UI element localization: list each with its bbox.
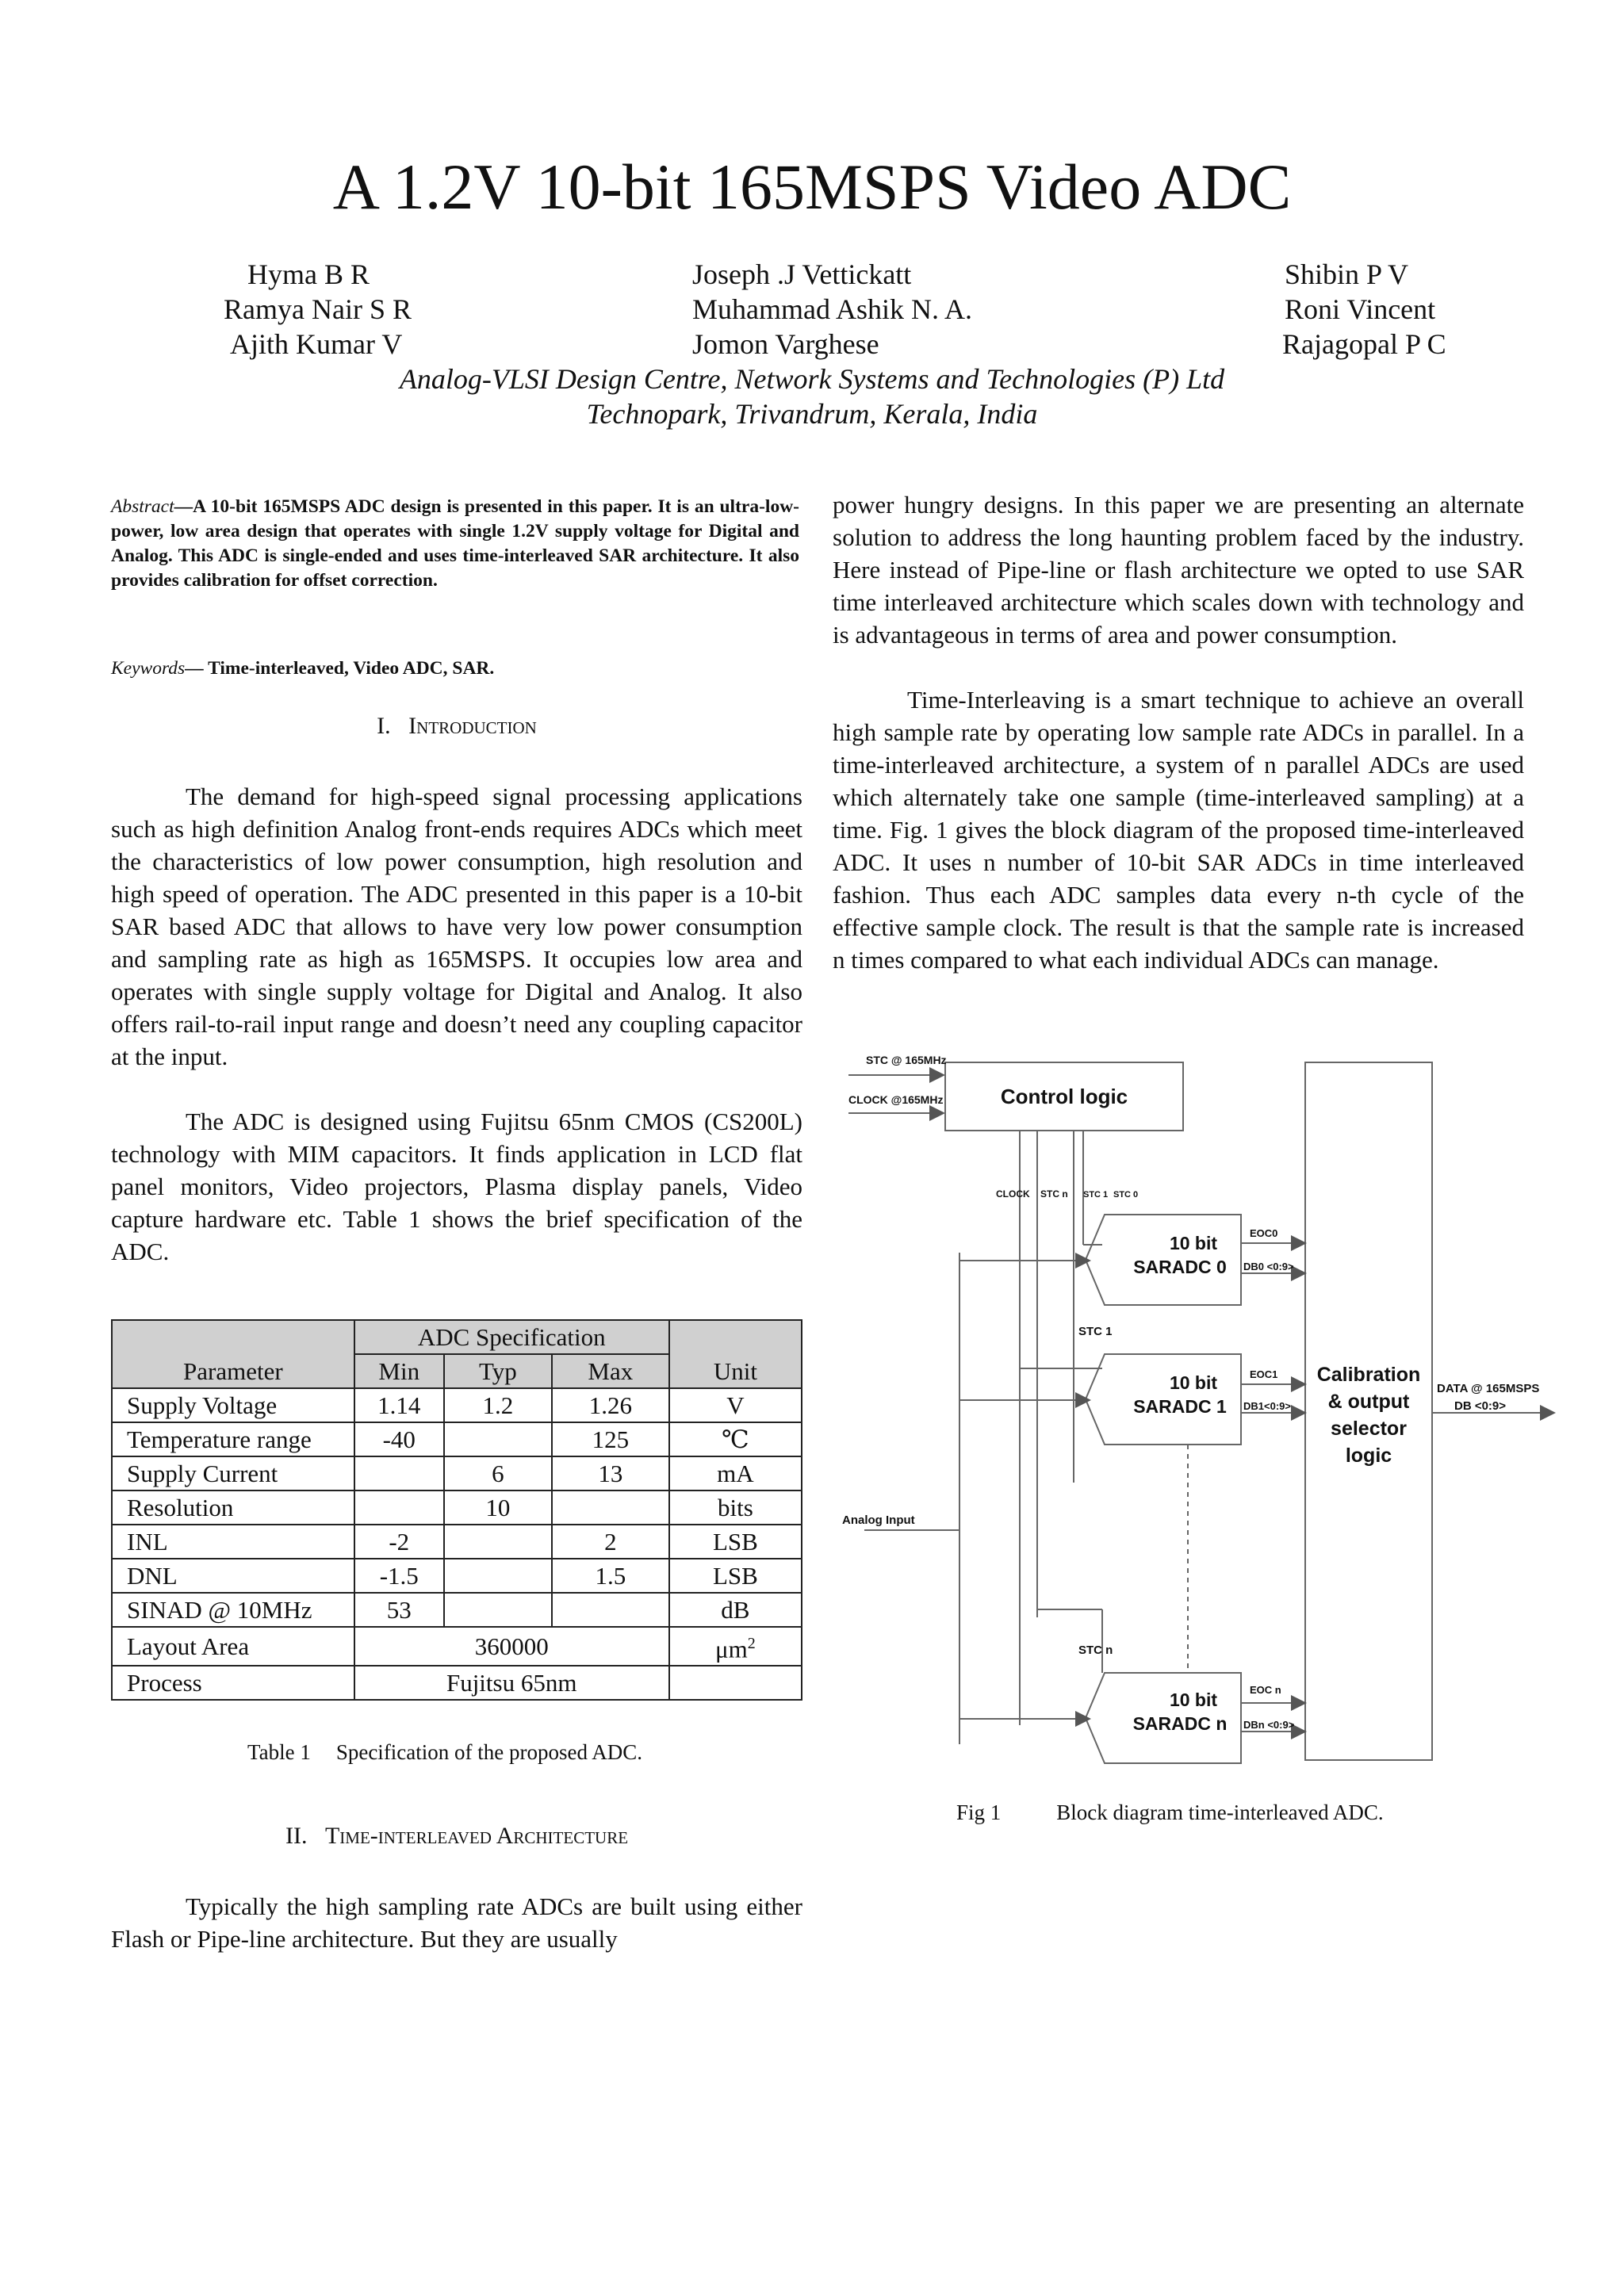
db1-label: DB1<0:9> <box>1243 1400 1291 1412</box>
adc1-line1: 10 bit <box>1169 1372 1218 1393</box>
table-caption-text: Specification of the proposed ADC. <box>335 1740 643 1764</box>
cal-line4: logic <box>1345 1445 1392 1467</box>
author-2-3: Jomon Varghese <box>692 328 879 360</box>
section-2-title: Time-interleaved Architecture <box>324 1823 629 1849</box>
author-2-2: Muhammad Ashik N. A. <box>692 293 973 325</box>
author-3-3: Rajagopal P C <box>1282 328 1446 360</box>
analog-input-label: Analog Input <box>842 1513 915 1527</box>
table-cell <box>354 1456 444 1490</box>
eoc0-label: EOC0 <box>1250 1227 1278 1239</box>
table-row <box>112 1666 802 1700</box>
table-cell: Resolution <box>112 1490 354 1525</box>
figure-caption <box>956 1798 1384 1827</box>
section-1-title: Introduction <box>408 713 537 739</box>
block-diagram <box>841 1039 1562 1776</box>
table-row <box>112 1456 802 1490</box>
table-cell <box>444 1525 552 1559</box>
table-cell: Process <box>112 1666 354 1700</box>
adc0-line1: 10 bit <box>1169 1233 1218 1253</box>
cal-line2: & output <box>1327 1391 1410 1413</box>
dbn-label: DBn <0:9> <box>1243 1719 1295 1731</box>
table-cell: 360000 <box>354 1627 669 1666</box>
stcn-label: STC n <box>1078 1644 1113 1657</box>
table-cell <box>444 1559 552 1593</box>
keywords-label: Keywords <box>111 658 186 679</box>
intro-paragraph-1: The demand for high-speed signal processing applications such as high definition Analog front-ends requires ADCs which meet the characteristics of low power consumption, high resolution and high speed of operation. The ADC presented in this paper is a 10-bit SAR based ADC that allows to have very low power consumption and sampling rate as high as 165MSPS. It occupies low area and operates with single supply voltage for Digital and Analog. It also offers rail-to-rail input range and doesn’t need any coupling capacitor at the input. <box>111 783 802 1070</box>
affiliation-line-2: Technopark, Trivandrum, Kerala, India <box>586 398 1038 430</box>
cal-line3: selector <box>1331 1418 1407 1440</box>
stc-n-wire-label: STC n <box>1040 1188 1068 1200</box>
stc1-label: STC 1 <box>1078 1325 1113 1338</box>
table-cell: Fujitsu 65nm <box>354 1666 669 1700</box>
spec-table <box>111 1319 802 1701</box>
adc1-name: SARADC 1 <box>1133 1396 1227 1417</box>
author-3-2: Roni Vincent <box>1285 293 1436 325</box>
table-cell: Supply Voltage <box>112 1388 354 1422</box>
table-cell <box>552 1490 669 1525</box>
right-paragraph-1: power hungry designs. In this paper we are presenting an alternate solution to address the long haunting problem faced by the industry. Here instead of Pipe-line or flash architecture we opted to use SAR time interleaved architecture which scales down with technology and is advantageous in terms of area and power consumption. <box>833 491 1524 649</box>
unit-sup: 2 <box>747 1635 756 1652</box>
eoc1-label: EOC1 <box>1250 1368 1278 1380</box>
table-cell: LSB <box>669 1525 802 1559</box>
table-cell: bits <box>669 1490 802 1525</box>
table-cell: Layout Area <box>112 1627 354 1666</box>
table-cell: ℃ <box>669 1422 802 1456</box>
cal-line1: Calibration <box>1316 1364 1421 1386</box>
section-1-heading <box>111 710 802 742</box>
table-row <box>112 1388 802 1422</box>
table-cell: 13 <box>552 1456 669 1490</box>
table-cell: LSB <box>669 1559 802 1593</box>
author-3-1: Shibin P V <box>1285 258 1409 290</box>
table-cell: -1.5 <box>354 1559 444 1593</box>
abstract: Abstract—A 10-bit 165MSPS ADC design is presented in this paper. It is an ultra-low-power, low area design that operates with single 1.2V supply voltage for Digital and Analog. This ADC is single-ended and uses time-interleaved SAR architecture. It also provides calibration for offset correction. <box>111 496 799 591</box>
table-cell: mA <box>669 1456 802 1490</box>
author-2-1: Joseph .J Vettickatt <box>692 258 912 290</box>
table-cell: SINAD @ 10MHz <box>112 1593 354 1627</box>
section-1-number: I. <box>377 713 391 739</box>
table-cell: Temperature range <box>112 1422 354 1456</box>
table-cell: DNL <box>112 1559 354 1593</box>
author-1-1: Hyma B R <box>247 258 370 290</box>
table-cell: -40 <box>354 1422 444 1456</box>
table-row <box>112 1422 802 1456</box>
adc0-name: SARADC 0 <box>1133 1257 1227 1277</box>
table-caption-num: Table 1 <box>247 1740 311 1764</box>
table-header-typ: Typ <box>444 1354 552 1388</box>
author-1-3: Ajith Kumar V <box>230 328 403 360</box>
figure-caption-text: Block diagram time-interleaved ADC. <box>1056 1800 1384 1824</box>
table-row <box>112 1627 802 1666</box>
table-header-parameter: Parameter <box>112 1320 354 1388</box>
section-2-heading <box>111 1820 802 1852</box>
table-group-header: ADC Specification <box>354 1320 669 1354</box>
keywords: Keywords— Time-interleaved, Video ADC, SAR. <box>111 658 495 679</box>
table-cell: 125 <box>552 1422 669 1456</box>
stc-0-wire-label: STC 0 <box>1113 1190 1139 1200</box>
adcn-name: SARADC n <box>1132 1713 1228 1734</box>
author-1-2: Ramya Nair S R <box>224 293 412 325</box>
table-cell <box>444 1422 552 1456</box>
stc-input-label: STC @ 165MHz <box>866 1054 947 1066</box>
data-out-label: DATA @ 165MSPS <box>1437 1382 1540 1395</box>
keywords-text: Time-interleaved, Video ADC, SAR. <box>208 658 495 679</box>
table-header-unit: Unit <box>669 1320 802 1388</box>
table-row <box>112 1525 802 1559</box>
table-cell: INL <box>112 1525 354 1559</box>
paper-title: A 1.2V 10-bit 165MSPS Video ADC <box>332 151 1292 223</box>
table-cell: 2 <box>552 1525 669 1559</box>
table-cell: V <box>669 1388 802 1422</box>
table-cell: 1.5 <box>552 1559 669 1593</box>
clock-input-label: CLOCK @165MHz <box>848 1093 944 1106</box>
table-cell: 1.26 <box>552 1388 669 1422</box>
section-2-body <box>111 1890 802 1955</box>
section-1-body <box>111 780 802 1268</box>
table-cell <box>552 1593 669 1627</box>
table-row <box>112 1593 802 1627</box>
abstract-label: Abstract <box>111 496 174 517</box>
table-cell <box>669 1627 802 1666</box>
table-cell <box>444 1593 552 1627</box>
unit-text: μm <box>715 1635 748 1663</box>
db-out-label: DB <0:9> <box>1454 1399 1507 1413</box>
intro-paragraph-2: The ADC is designed using Fujitsu 65nm CMOS (CS200L) technology with MIM capacitors. It finds application in LCD flat panel monitors, Video projectors, Plasma display panels, Video capture hardware etc. Table 1 shows the brief specification of the ADC. <box>111 1108 802 1265</box>
db0-label: DB0 <0:9> <box>1243 1261 1294 1272</box>
table-cell: -2 <box>354 1525 444 1559</box>
clock-wire-label: CLOCK <box>996 1188 1030 1200</box>
section-2-number: II. <box>285 1823 308 1849</box>
right-column-body <box>833 488 1524 976</box>
table-cell: 10 <box>444 1490 552 1525</box>
abstract-text: A 10-bit 165MSPS ADC design is presented in this paper. It is an ultra-low-power, low area design that operates with single 1.2V supply voltage for Digital and Analog. This ADC is single-ended and uses time-interleaved SAR architecture. It also provides calibration for offset correction. <box>111 496 799 591</box>
table-row <box>112 1559 802 1593</box>
control-logic-label: Control logic <box>1000 1085 1128 1108</box>
table-header-min: Min <box>354 1354 444 1388</box>
table-cell <box>354 1490 444 1525</box>
adcn-line1: 10 bit <box>1169 1689 1218 1710</box>
table-cell <box>669 1666 802 1700</box>
eocn-label: EOC n <box>1250 1684 1281 1696</box>
arch-paragraph-1: Typically the high sampling rate ADCs are built using either Flash or Pipe-line architecture. But they are usually <box>111 1892 802 1953</box>
table-header-max: Max <box>552 1354 669 1388</box>
table-cell: 6 <box>444 1456 552 1490</box>
stc-1-wire-label: STC 1 <box>1083 1190 1109 1200</box>
right-paragraph-2: Time-Interleaving is a smart technique to achieve an overall high sample rate by operating low sample rate ADCs in parallel. In a time-interleaved architecture, a system of n parallel ADCs are used which alternately take one sample (time-interleaved sampling) at a time. Fig. 1 gives the block diagram of the proposed time-interleaved ADC. It uses n number of 10-bit SAR ADCs in time interleaved fashion. Thus each ADC samples data every n-th cycle of the effective sample clock. The result is that the sample rate is increased n times compared to what each individual ADCs can manage. <box>833 686 1524 974</box>
table-cell: Supply Current <box>112 1456 354 1490</box>
table-cell: 1.2 <box>444 1388 552 1422</box>
table-row <box>112 1490 802 1525</box>
table-cell: 1.14 <box>354 1388 444 1422</box>
table-cell: dB <box>669 1593 802 1627</box>
affiliation-line-1: Analog-VLSI Design Centre, Network Systems and Technologies (P) Ltd <box>399 363 1225 395</box>
table-caption <box>247 1738 642 1766</box>
figure-caption-num: Fig 1 <box>956 1800 1002 1824</box>
table-cell: 53 <box>354 1593 444 1627</box>
